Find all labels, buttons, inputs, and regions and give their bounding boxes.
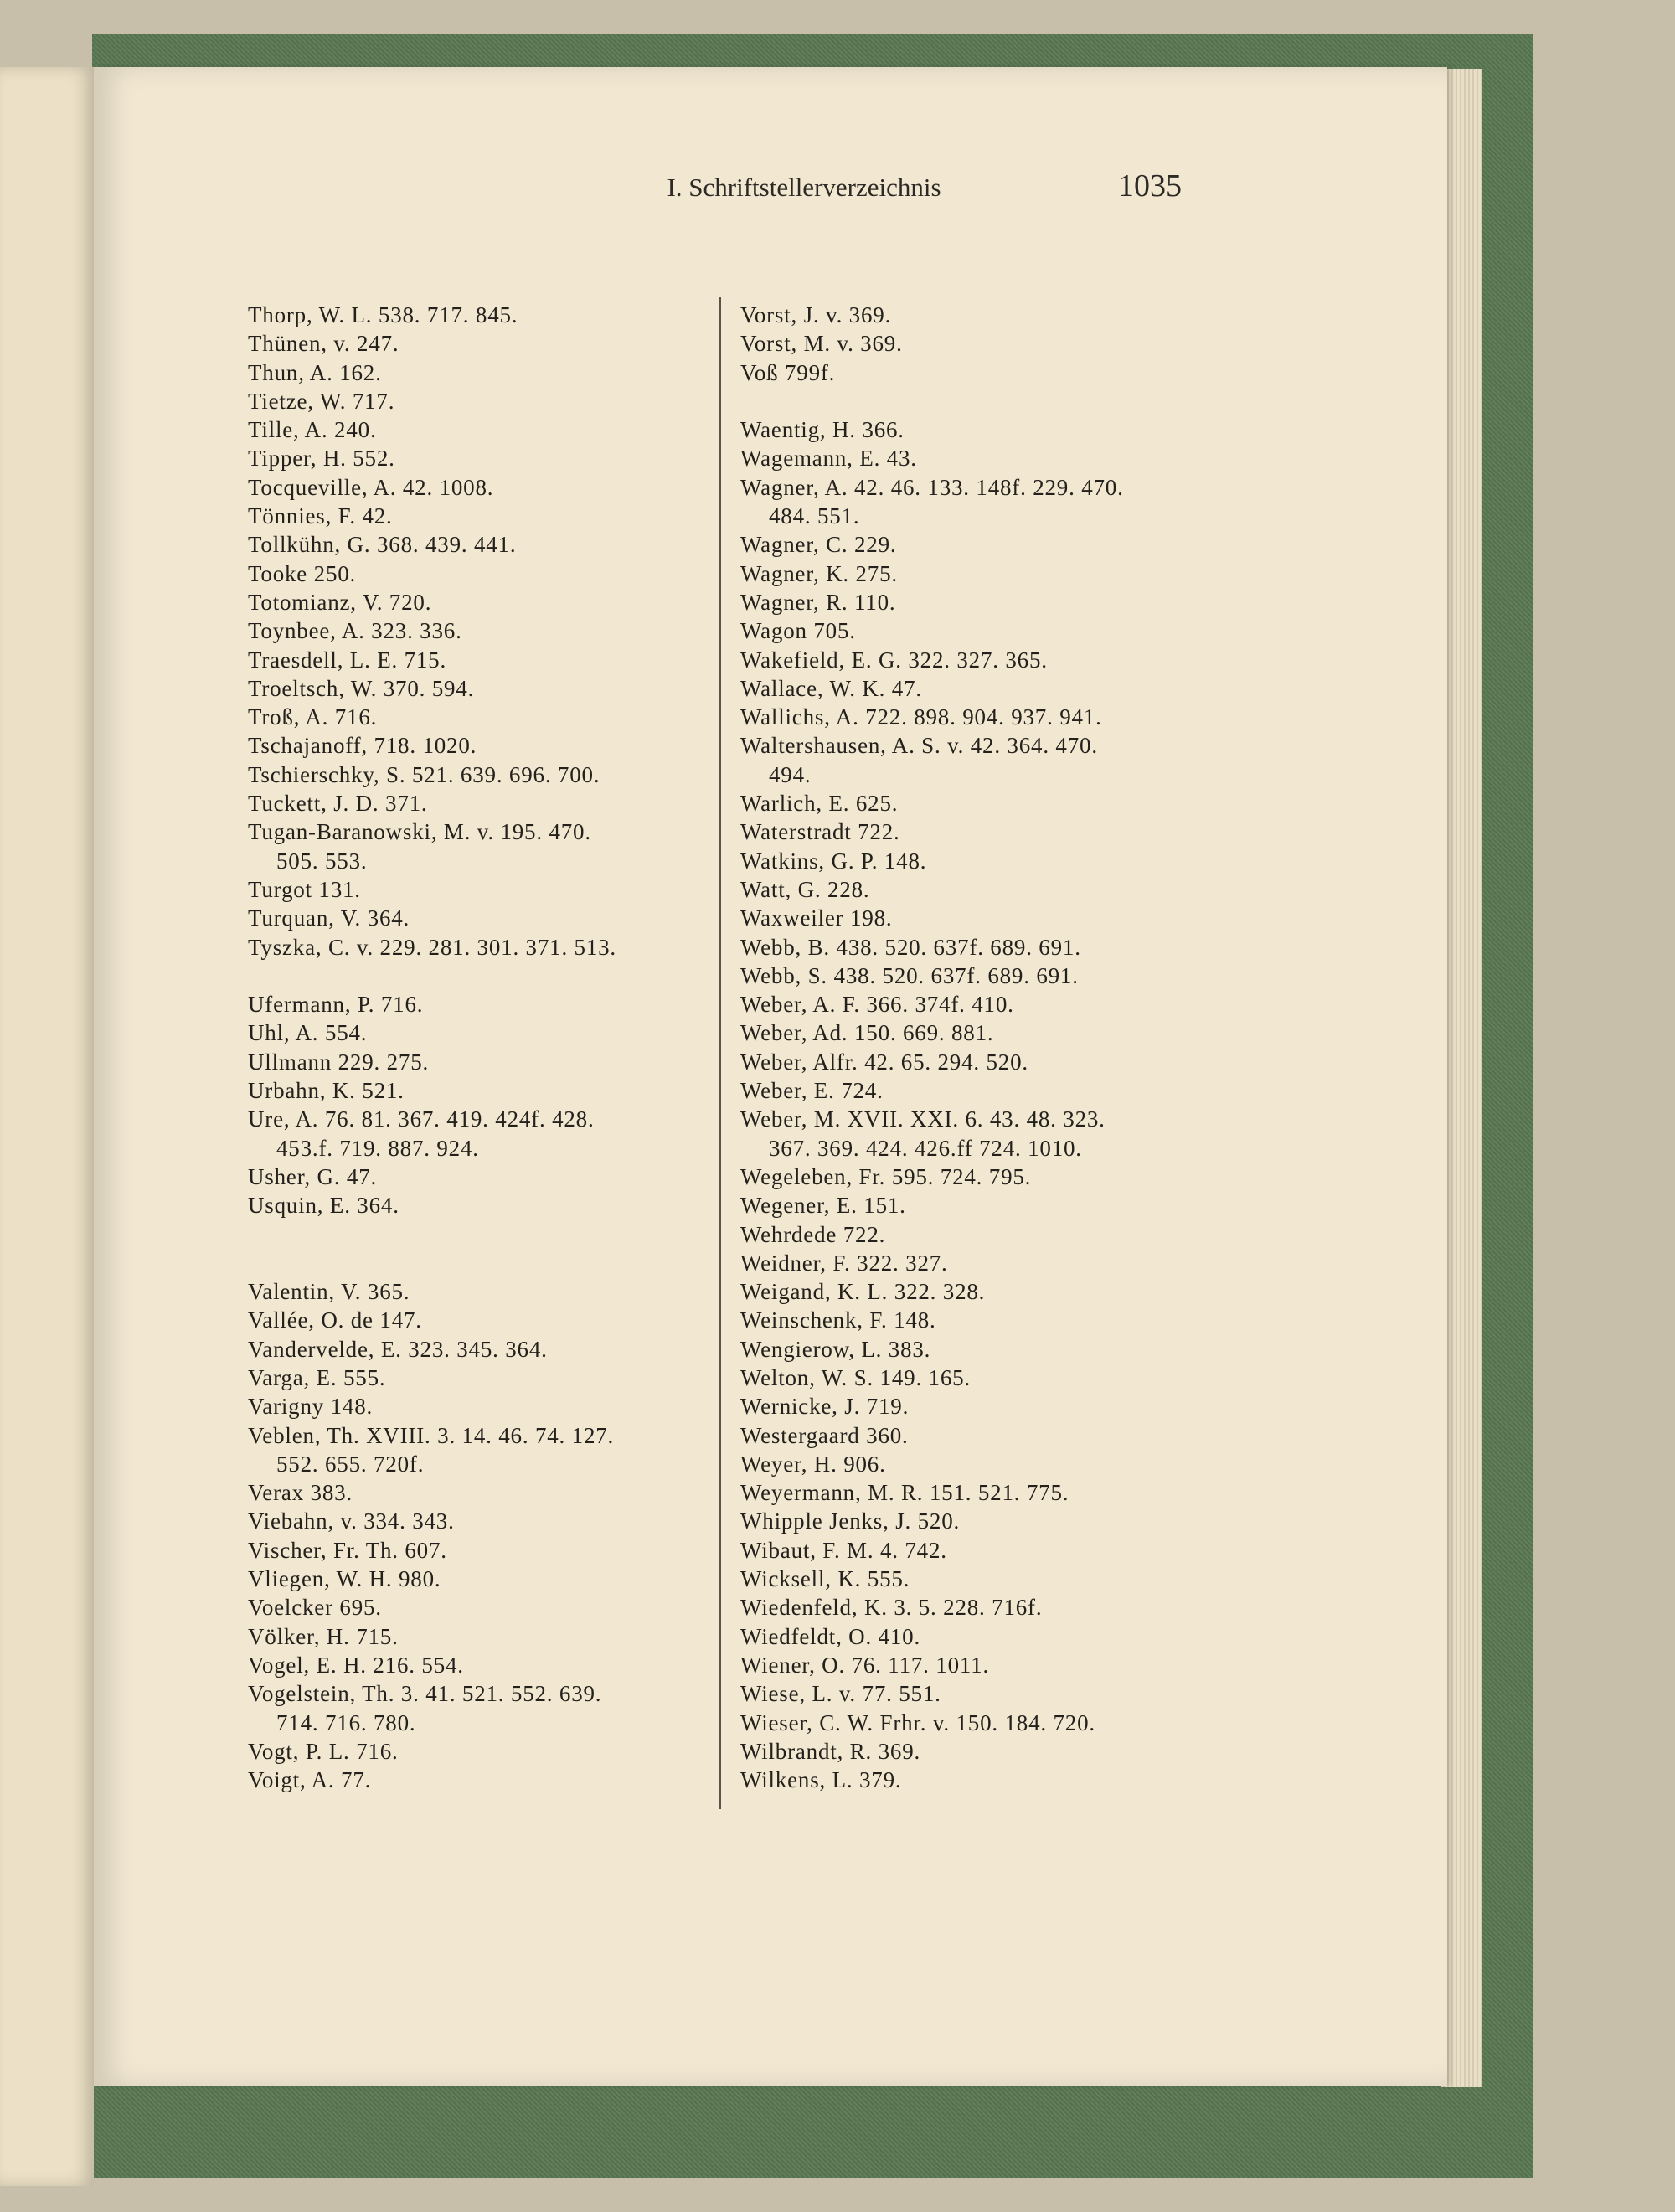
- index-entry: Uhl, A. 554.: [248, 1020, 368, 1046]
- index-entry: Welton, W. S. 149. 165.: [740, 1364, 971, 1390]
- section-gap: [248, 962, 616, 990]
- index-entry: 367. 369. 424. 426.ff 724. 1010.: [769, 1135, 1082, 1161]
- index-entry: Wakefield, E. G. 322. 327. 365.: [740, 647, 1048, 673]
- index-entry: Wengierow, L. 383.: [740, 1336, 931, 1362]
- index-entry: Tugan-Baranowski, M. v. 195. 470.: [248, 819, 591, 845]
- index-entry: Veblen, Th. XVIII. 3. 14. 46. 74. 127.: [248, 1422, 615, 1448]
- running-header: I. Schriftstellerverzeichnis: [667, 173, 941, 202]
- index-entry: Voß 799f.: [740, 359, 836, 385]
- index-entry: Weber, E. 724.: [740, 1078, 884, 1104]
- index-entry: Völker, H. 715.: [248, 1623, 399, 1649]
- index-entry: Ufermann, P. 716.: [248, 992, 424, 1018]
- index-entry: Wilbrandt, R. 369.: [740, 1738, 921, 1764]
- page-number: 1035: [1118, 168, 1182, 204]
- index-entry: Weber, M. XVII. XXI. 6. 43. 48. 323.: [740, 1106, 1106, 1132]
- index-entry: Wallace, W. K. 47.: [740, 675, 922, 701]
- index-entry: Wegener, E. 151.: [740, 1193, 906, 1219]
- index-entry: Wilkens, L. 379.: [740, 1767, 902, 1793]
- index-entry: Wernicke, J. 719.: [740, 1394, 910, 1420]
- index-column-left: [248, 301, 616, 1794]
- index-entry: Vischer, Fr. Th. 607.: [248, 1537, 447, 1563]
- index-entry: Valentin, V. 365.: [248, 1279, 410, 1305]
- column-divider: [719, 297, 721, 1809]
- index-entry: Wehrdede 722.: [740, 1221, 886, 1247]
- index-entry: 714. 716. 780.: [276, 1709, 416, 1735]
- index-entry: Weber, Ad. 150. 669. 881.: [740, 1020, 994, 1046]
- index-entry: Webb, S. 438. 520. 637f. 689. 691.: [740, 962, 1079, 988]
- section-gap: [248, 1220, 616, 1249]
- index-entry: Usher, G. 47.: [248, 1163, 378, 1189]
- index-entry: Wagner, A. 42. 46. 133. 148f. 229. 470.: [740, 474, 1124, 500]
- index-entry: Toynbee, A. 323. 336.: [248, 618, 462, 644]
- index-entry: Waentig, H. 366.: [740, 417, 904, 443]
- index-entry: Warlich, E. 625.: [740, 791, 899, 817]
- index-entry: Varga, E. 555.: [248, 1364, 386, 1390]
- index-entry: Whipple Jenks, J. 520.: [740, 1508, 961, 1534]
- index-entry: Voigt, A. 77.: [248, 1767, 372, 1793]
- index-entry: Wagemann, E. 43.: [740, 446, 917, 472]
- index-entry: Tietze, W. 717.: [248, 388, 395, 414]
- index-entry: Wagon 705.: [740, 618, 856, 644]
- index-entry: Troß, A. 716.: [248, 704, 378, 730]
- index-entry: Waltershausen, A. S. v. 42. 364. 470.: [740, 733, 1098, 759]
- index-entry: Vogel, E. H. 216. 554.: [248, 1652, 464, 1678]
- index-column-right: [740, 301, 1124, 1794]
- index-entry: Thorp, W. L. 538. 717. 845.: [248, 302, 518, 327]
- index-entry: Ure, A. 76. 81. 367. 419. 424f. 428.: [248, 1106, 595, 1132]
- index-entry: Vorst, J. v. 369.: [740, 302, 892, 327]
- index-entry: Webb, B. 438. 520. 637f. 689. 691.: [740, 934, 1081, 960]
- index-entry: Vorst, M. v. 369.: [740, 331, 903, 357]
- index-entry: Tille, A. 240.: [248, 417, 377, 443]
- index-entry: Wiese, L. v. 77. 551.: [740, 1681, 941, 1707]
- index-entry: Vandervelde, E. 323. 345. 364.: [248, 1336, 548, 1362]
- index-entry: Vogelstein, Th. 3. 41. 521. 552. 639.: [248, 1681, 602, 1707]
- index-entry: Waxweiler 198.: [740, 905, 893, 931]
- index-entry: Traesdell, L. E. 715.: [248, 647, 447, 673]
- section-gap: [740, 387, 1124, 415]
- index-entry: Turgot 131.: [248, 876, 361, 902]
- index-entry: Weinschenk, F. 148.: [740, 1307, 936, 1333]
- index-entry: Vogt, P. L. 716.: [248, 1738, 399, 1764]
- index-entry: Wagner, C. 229.: [740, 532, 897, 558]
- index-entry: Weber, Alfr. 42. 65. 294. 520.: [740, 1049, 1028, 1075]
- section-gap: [248, 1249, 616, 1277]
- index-entry: 453.f. 719. 887. 924.: [276, 1135, 479, 1161]
- index-entry: 484. 551.: [769, 503, 860, 529]
- index-entry: Tocqueville, A. 42. 1008.: [248, 474, 494, 500]
- index-entry: Tipper, H. 552.: [248, 446, 395, 472]
- index-entry: Weidner, F. 322. 327.: [740, 1250, 948, 1276]
- index-entry: Tschierschky, S. 521. 639. 696. 700.: [248, 761, 600, 787]
- index-entry: Wiener, O. 76. 117. 1011.: [740, 1652, 990, 1678]
- index-entry: Wibaut, F. M. 4. 742.: [740, 1537, 947, 1563]
- index-entry: 494.: [769, 761, 812, 787]
- index-entry: Usquin, E. 364.: [248, 1193, 399, 1219]
- index-entry: Tyszka, C. v. 229. 281. 301. 371. 513.: [248, 934, 616, 960]
- index-entry: Waterstradt 722.: [740, 819, 900, 845]
- index-entry: Tollkühn, G. 368. 439. 441.: [248, 532, 517, 558]
- index-entry: Wagner, R. 110.: [740, 589, 896, 615]
- index-entry: Thun, A. 162.: [248, 359, 382, 385]
- index-entry: Wegeleben, Fr. 595. 724. 795.: [740, 1163, 1032, 1189]
- index-entry: Ullmann 229. 275.: [248, 1049, 430, 1075]
- index-entry: Turquan, V. 364.: [248, 905, 410, 931]
- index-entry: Wiedenfeld, K. 3. 5. 228. 716f.: [740, 1595, 1043, 1621]
- index-entry: Weyer, H. 906.: [740, 1451, 886, 1477]
- index-entry: Tooke 250.: [248, 560, 357, 586]
- index-entry: Wallichs, A. 722. 898. 904. 937. 941.: [740, 704, 1102, 730]
- left-page-edge: [0, 67, 94, 2186]
- index-entry: Vallée, O. de 147.: [248, 1307, 422, 1333]
- index-entry: Voelcker 695.: [248, 1595, 382, 1621]
- index-entry: Wicksell, K. 555.: [740, 1566, 910, 1592]
- index-entry: Tönnies, F. 42.: [248, 503, 393, 529]
- index-entry: Weigand, K. L. 322. 328.: [740, 1279, 986, 1305]
- index-entry: Weyermann, M. R. 151. 521. 775.: [740, 1480, 1069, 1506]
- index-entry: 552. 655. 720f.: [276, 1451, 425, 1477]
- index-entry: Westergaard 360.: [740, 1422, 909, 1448]
- index-entry: Totomianz, V. 720.: [248, 589, 432, 615]
- index-entry: Verax 383.: [248, 1480, 353, 1506]
- index-entry: Vliegen, W. H. 980.: [248, 1566, 441, 1592]
- index-entry: Viebahn, v. 334. 343.: [248, 1508, 455, 1534]
- index-entry: Wieser, C. W. Frhr. v. 150. 184. 720.: [740, 1709, 1095, 1735]
- index-entry: Troeltsch, W. 370. 594.: [248, 675, 475, 701]
- index-entry: Weber, A. F. 366. 374f. 410.: [740, 992, 1014, 1018]
- index-entry: Thünen, v. 247.: [248, 331, 399, 357]
- index-entry: Urbahn, K. 521.: [248, 1078, 405, 1104]
- index-entry: Watt, G. 228.: [740, 876, 870, 902]
- index-entry: Wiedfeldt, O. 410.: [740, 1623, 921, 1649]
- index-entry: Tuckett, J. D. 371.: [248, 791, 428, 817]
- index-entry: Watkins, G. P. 148.: [740, 848, 927, 874]
- index-entry: Tschajanoff, 718. 1020.: [248, 733, 477, 759]
- index-entry: Varigny 148.: [248, 1394, 374, 1420]
- index-entry: Wagner, K. 275.: [740, 560, 898, 586]
- index-entry: 505. 553.: [276, 848, 368, 874]
